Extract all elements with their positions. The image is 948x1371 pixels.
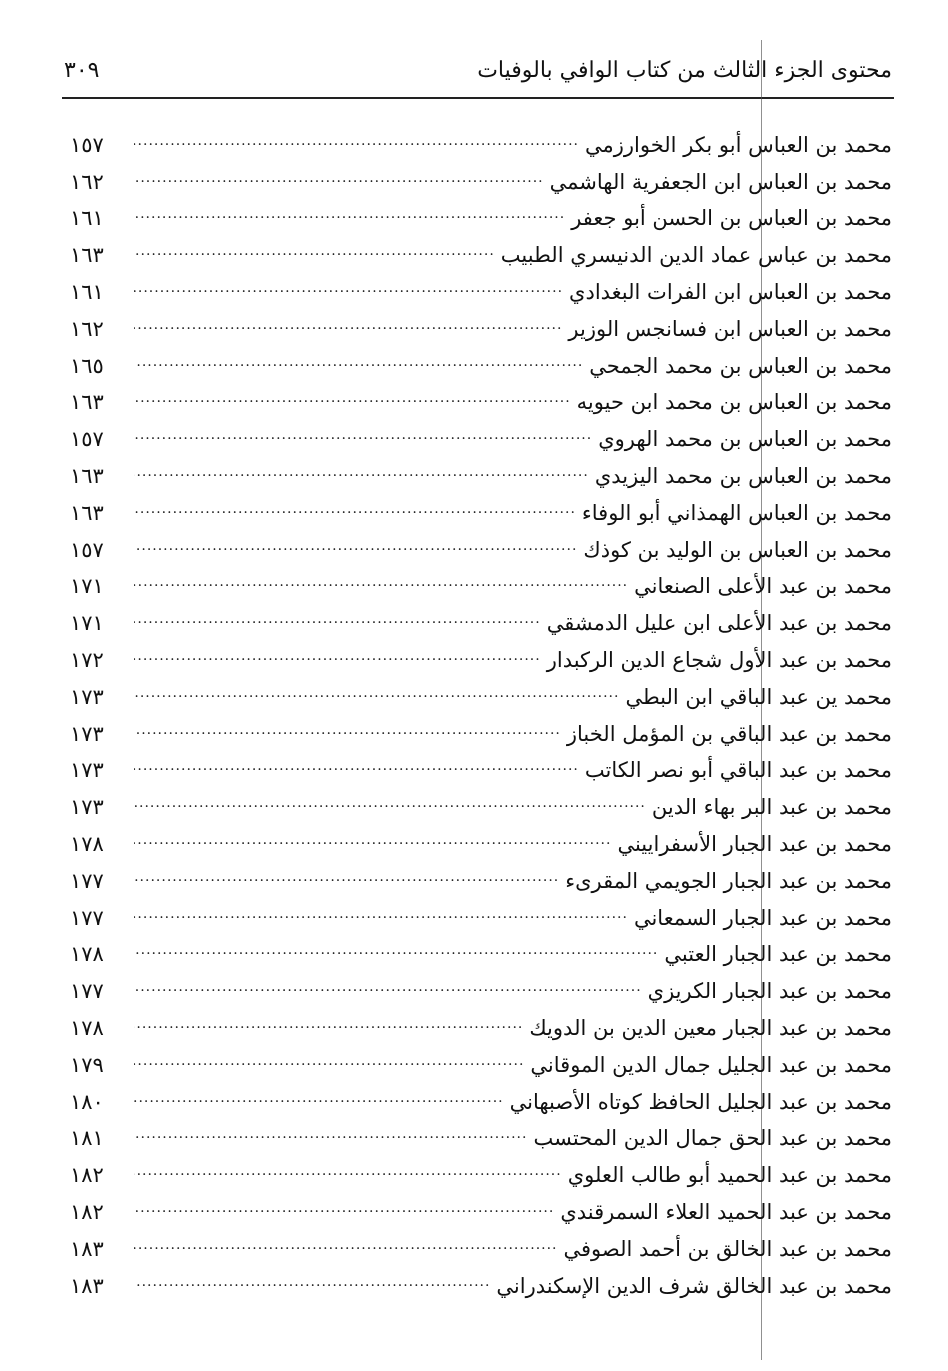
entry-name: محمد بن العباس بن محمد الجمحي bbox=[589, 353, 892, 378]
dot-leader bbox=[134, 1219, 558, 1256]
dot-leader bbox=[134, 593, 541, 630]
entry-page-number: ١٧٢ bbox=[70, 647, 104, 672]
entry-name: محمد بن عبد الحق جمال الدين المحتسب bbox=[533, 1126, 892, 1151]
entry-name: محمد بن عبد الباقي أبو نصر الكاتب bbox=[584, 758, 892, 783]
entry-page-number: ١٧٣ bbox=[70, 758, 104, 783]
dot-leader bbox=[134, 630, 541, 667]
dot-leader bbox=[134, 483, 576, 520]
dot-leader bbox=[134, 409, 592, 446]
entry-page-number: ١٥٧ bbox=[70, 427, 104, 452]
dot-leader bbox=[134, 1109, 527, 1146]
entry-name: محمد بن عبد الأعلى ابن عليل الدمشقي bbox=[546, 611, 892, 636]
dot-leader bbox=[134, 373, 571, 410]
entry-page-number: ١٧٩ bbox=[70, 1052, 104, 1077]
entry-name: محمد بن العباس بن محمد الهروي bbox=[598, 427, 892, 452]
entry-name: محمد بن عبد الأول شجاع الدين الركبدار bbox=[546, 647, 892, 672]
dot-leader bbox=[134, 704, 561, 741]
dot-leader bbox=[134, 225, 495, 262]
dot-leader bbox=[134, 446, 589, 483]
entry-name: محمد بن العباس بن محمد ابن حيويه bbox=[576, 390, 892, 415]
entry-name: محمد بن عباس عماد الدين الدنيسري الطبيب bbox=[500, 243, 892, 268]
entry-name: محمد بن العباس أبو بكر الخوارزمي bbox=[585, 132, 892, 157]
entry-name: محمد بن عبد الأعلى الصنعاني bbox=[634, 574, 892, 599]
entry-page-number: ١٧٧ bbox=[70, 905, 104, 930]
entry-page-number: ١٦٣ bbox=[70, 463, 104, 488]
entry-page-number: ١٨١ bbox=[70, 1126, 104, 1151]
entry-name: محمد بن عبد الجبار الكريزي bbox=[647, 979, 892, 1004]
entry-page-number: ١٧٨ bbox=[70, 1015, 104, 1040]
entry-name: محمد ين عبد الباقي ابن البطي bbox=[625, 684, 892, 709]
entry-page-number: ١٦١ bbox=[70, 279, 104, 304]
entry-page-number: ١٧٣ bbox=[70, 721, 104, 746]
dot-leader bbox=[134, 520, 577, 557]
entry-page-number: ١٧٣ bbox=[70, 795, 104, 820]
entry-page-number: ١٧٧ bbox=[70, 868, 104, 893]
entry-page-number: ١٦٣ bbox=[70, 243, 104, 268]
entry-page-number: ١٧٧ bbox=[70, 979, 104, 1004]
entry-name: محمد بن عبد الباقي بن المؤمل الخباز bbox=[566, 721, 892, 746]
entry-page-number: ١٨٢ bbox=[70, 1163, 104, 1188]
entry-name: محمد بن عبد الجبار السمعاني bbox=[633, 905, 892, 930]
dot-leader bbox=[134, 667, 619, 704]
entry-page-number: ١٥٧ bbox=[70, 132, 104, 157]
dot-leader bbox=[134, 741, 579, 778]
dot-leader bbox=[134, 115, 579, 152]
header-rule bbox=[62, 97, 894, 99]
entry-name: محمد بن عبد الجبار العتبي bbox=[664, 942, 892, 967]
entry-name: محمد بن عبد الخالق شرف الدين الإسكندراني bbox=[496, 1273, 892, 1298]
dot-leader bbox=[134, 262, 563, 299]
dot-leader bbox=[134, 777, 646, 814]
entry-page-number: ١٦٥ bbox=[70, 353, 104, 378]
dot-leader bbox=[134, 1182, 554, 1219]
dot-leader bbox=[134, 1256, 490, 1293]
dot-leader bbox=[134, 189, 565, 226]
running-title: محتوى الجزء الثالث من كتاب الوافي بالوفيات bbox=[477, 58, 892, 83]
entry-name: محمد بن عبد الجبار الجويمي المقرىء bbox=[565, 868, 892, 893]
entry-name: محمد بن العباس بن محمد اليزيدي bbox=[594, 463, 892, 488]
entry-page-number: ١٦٣ bbox=[70, 390, 104, 415]
entry-page-number: ١٦٢ bbox=[70, 169, 104, 194]
entry-page-number: ١٥٧ bbox=[70, 537, 104, 562]
dot-leader bbox=[134, 1035, 524, 1072]
entry-page-number: ١٦٢ bbox=[70, 316, 104, 341]
dot-leader bbox=[134, 888, 628, 925]
entry-name: محمد بن العباس بن الوليد بن كوذك bbox=[583, 537, 892, 562]
entry-name: محمد بن العباس ابن الفرات البغدادي bbox=[569, 279, 892, 304]
entry-page-number: ١٨٣ bbox=[70, 1236, 104, 1261]
entry-name: محمد بن عبد الجليل جمال الدين الموقاني bbox=[530, 1052, 892, 1077]
entry-page-number: ١٧١ bbox=[70, 574, 104, 599]
dot-leader bbox=[134, 851, 559, 888]
entry-name: محمد بن عبد الجليل الحافظ كوتاه الأصبهاني bbox=[509, 1089, 892, 1114]
entry-name: محمد بن عبد البر بهاء الدين bbox=[651, 795, 892, 820]
entry-page-number: ١٦١ bbox=[70, 206, 104, 231]
entry-name: محمد بن عبد الحميد العلاء السمرقندي bbox=[560, 1199, 892, 1224]
dot-leader bbox=[134, 299, 562, 336]
entry-page-number: ١٨٢ bbox=[70, 1199, 104, 1224]
index-entry bbox=[70, 115, 892, 157]
dot-leader bbox=[134, 1145, 562, 1182]
index-entry-list bbox=[70, 115, 892, 1298]
entry-page-number: ١٧٨ bbox=[70, 831, 104, 856]
entry-page-number: ١٧٣ bbox=[70, 684, 104, 709]
entry-name: محمد بن العباس ابن الجعفرية الهاشمي bbox=[549, 169, 892, 194]
running-header bbox=[64, 52, 892, 90]
entry-name: محمد بن عبد الجبار معين الدين بن الدويك bbox=[529, 1015, 892, 1040]
entry-name: محمد بن عبد الخالق بن أحمد الصوفي bbox=[563, 1236, 892, 1261]
dot-leader bbox=[134, 925, 658, 962]
dot-leader bbox=[134, 336, 583, 373]
entry-page-number: ١٦٣ bbox=[70, 500, 104, 525]
entry-page-number: ١٨٣ bbox=[70, 1273, 104, 1298]
entry-name: محمد بن العباس ابن فسانجس الوزير bbox=[568, 316, 892, 341]
entry-name: محمد بن العباس الهمذاني أبو الوفاء bbox=[581, 500, 892, 525]
dot-leader bbox=[134, 998, 523, 1035]
entry-page-number: ١٧١ bbox=[70, 611, 104, 636]
dot-leader bbox=[134, 557, 628, 594]
entry-name: محمد بن عبد الجبار الأسفراييني bbox=[617, 831, 892, 856]
dot-leader bbox=[134, 814, 611, 851]
dot-leader bbox=[134, 1072, 504, 1109]
entry-name: محمد بن عبد الحميد أبو طالب العلوي bbox=[567, 1163, 892, 1188]
entry-page-number: ١٧٨ bbox=[70, 942, 104, 967]
page-number: ٣٠٩ bbox=[64, 58, 100, 83]
entry-name: محمد بن العباس بن الحسن أبو جعفر bbox=[571, 206, 892, 231]
dot-leader bbox=[134, 152, 544, 189]
dot-leader bbox=[134, 961, 642, 998]
entry-page-number: ١٨٠ bbox=[70, 1089, 104, 1114]
